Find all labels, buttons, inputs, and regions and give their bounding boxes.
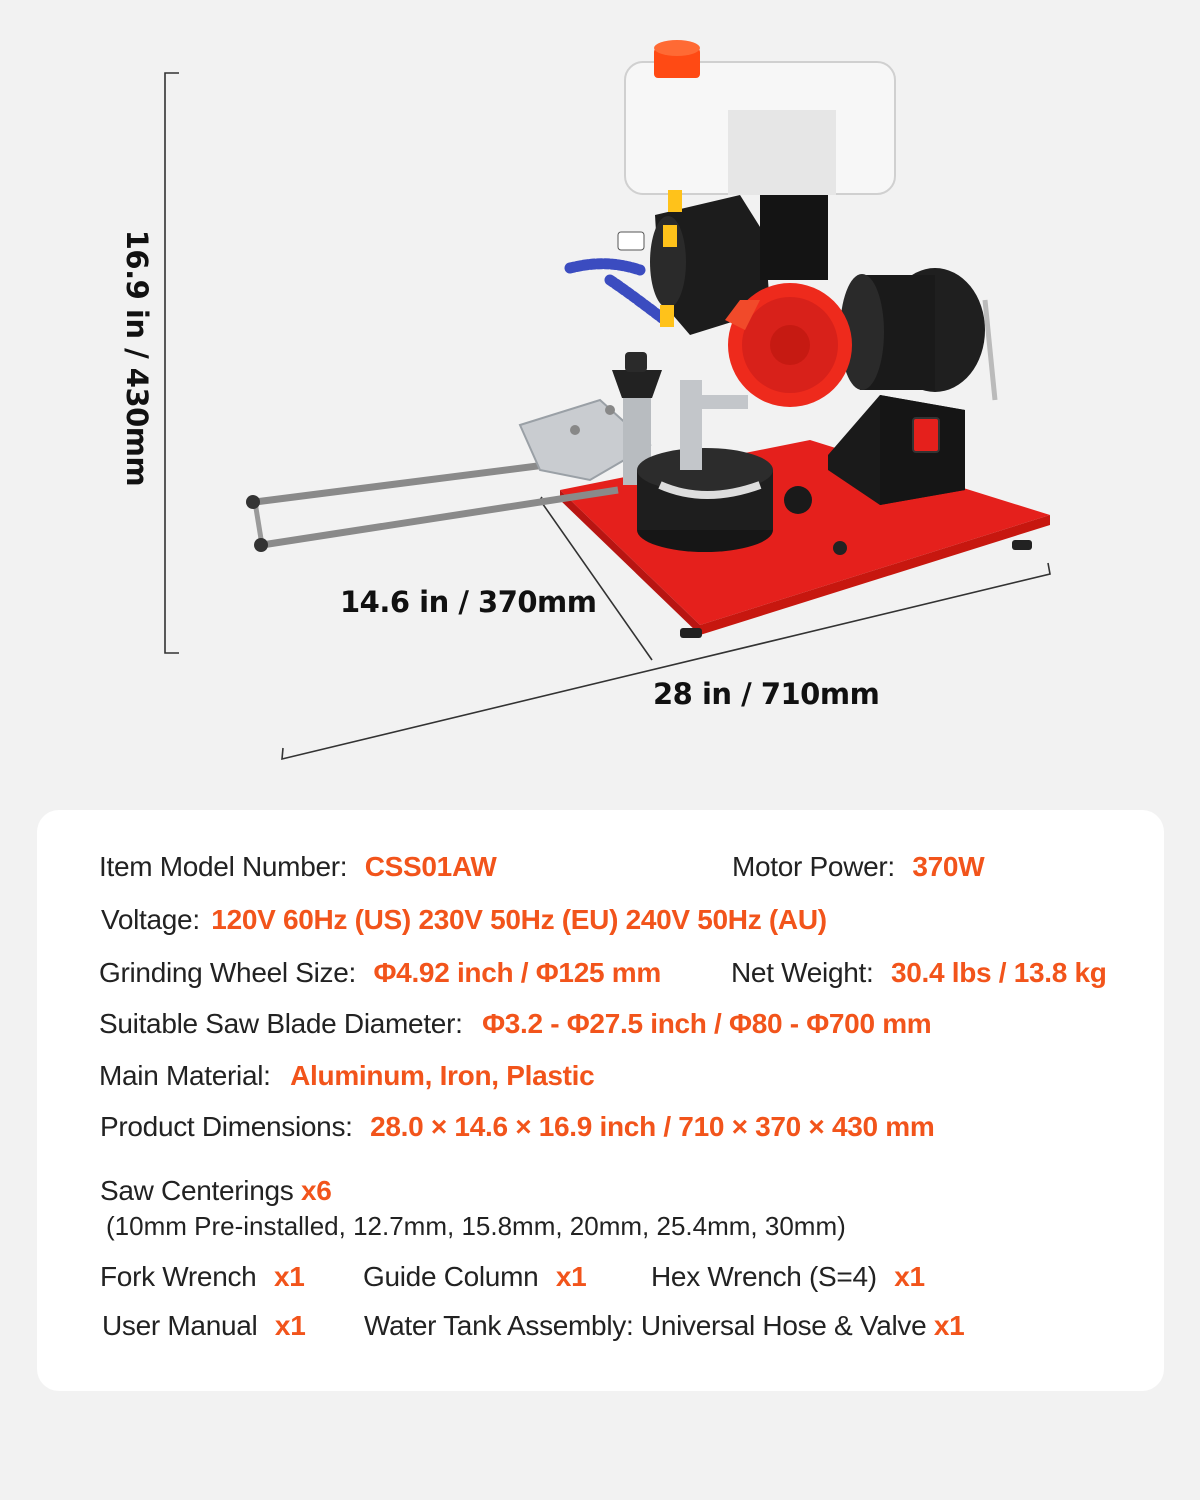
weight-value: 30.4 lbs / 13.8 kg bbox=[890, 957, 1107, 988]
weight-row bbox=[731, 957, 1107, 989]
material-row bbox=[99, 1060, 594, 1092]
fork-wrench-row bbox=[100, 1261, 304, 1293]
water-tank-qty: x1 bbox=[933, 1310, 965, 1341]
blade-label: Suitable Saw Blade Diameter: bbox=[99, 1008, 463, 1039]
voltage-row bbox=[101, 904, 827, 936]
dimensions-value: 28.0 × 14.6 × 16.9 inch / 710 × 370 × 430 mm bbox=[370, 1111, 935, 1142]
hex-wrench-qty: x1 bbox=[894, 1261, 925, 1292]
centerings-row bbox=[100, 1175, 332, 1207]
wheel-value: Φ4.92 inch / Φ125 mm bbox=[373, 957, 661, 988]
hex-wrench-row bbox=[651, 1261, 925, 1293]
height-dimension-label: 16.9 in / 430mm bbox=[120, 229, 154, 487]
material-value: Aluminum, Iron, Plastic bbox=[290, 1060, 595, 1091]
voltage-value: 120V 60Hz (US) 230V 50Hz (EU) 240V 50Hz (AU) bbox=[211, 904, 827, 935]
wheel-label: Grinding Wheel Size: bbox=[99, 957, 357, 988]
grinding-wheel-guard bbox=[725, 283, 852, 407]
wheel-row bbox=[99, 957, 661, 989]
guide-column-row bbox=[363, 1261, 586, 1293]
model-label: Item Model Number: bbox=[99, 851, 348, 882]
user-manual-label: User Manual bbox=[102, 1310, 258, 1341]
user-manual-row bbox=[102, 1310, 305, 1342]
power-value: 370W bbox=[912, 851, 985, 882]
model-value: CSS01AW bbox=[364, 851, 497, 882]
blade-value: Φ3.2 - Φ27.5 inch / Φ80 - Φ700 mm bbox=[482, 1008, 932, 1039]
power-row bbox=[732, 851, 984, 883]
voltage-label: Voltage: bbox=[101, 904, 200, 935]
centerings-qty: x6 bbox=[300, 1175, 332, 1206]
water-tank-row bbox=[364, 1310, 964, 1342]
spec-card bbox=[37, 810, 1164, 1391]
hex-wrench-label: Hex Wrench (S=4) bbox=[651, 1261, 877, 1292]
model-row bbox=[99, 851, 496, 883]
weight-label: Net Weight: bbox=[731, 957, 874, 988]
dimensions-row bbox=[100, 1111, 934, 1143]
blade-row bbox=[99, 1008, 931, 1040]
width-dimension-label: 28 in / 710mm bbox=[653, 677, 880, 711]
centerings-note: (10mm Pre-installed, 12.7mm, 15.8mm, 20mm, 25.4mm, 30mm) bbox=[106, 1211, 846, 1241]
guide-column-qty: x1 bbox=[555, 1261, 587, 1292]
dimensions-label: Product Dimensions: bbox=[100, 1111, 353, 1142]
centerings-label: Saw Centerings bbox=[100, 1175, 294, 1206]
depth-dimension-label: 14.6 in / 370mm bbox=[340, 585, 597, 619]
motor-housing bbox=[840, 268, 995, 400]
fork-wrench-qty: x1 bbox=[273, 1261, 305, 1292]
guide-column-label: Guide Column bbox=[363, 1261, 539, 1292]
water-tank-label: Water Tank Assembly: Universal Hose & Valve bbox=[364, 1310, 927, 1341]
user-manual-qty: x1 bbox=[274, 1310, 306, 1341]
material-label: Main Material: bbox=[99, 1060, 271, 1091]
power-label: Motor Power: bbox=[732, 851, 895, 882]
water-tank bbox=[625, 40, 895, 212]
fork-wrench-label: Fork Wrench bbox=[100, 1261, 257, 1292]
